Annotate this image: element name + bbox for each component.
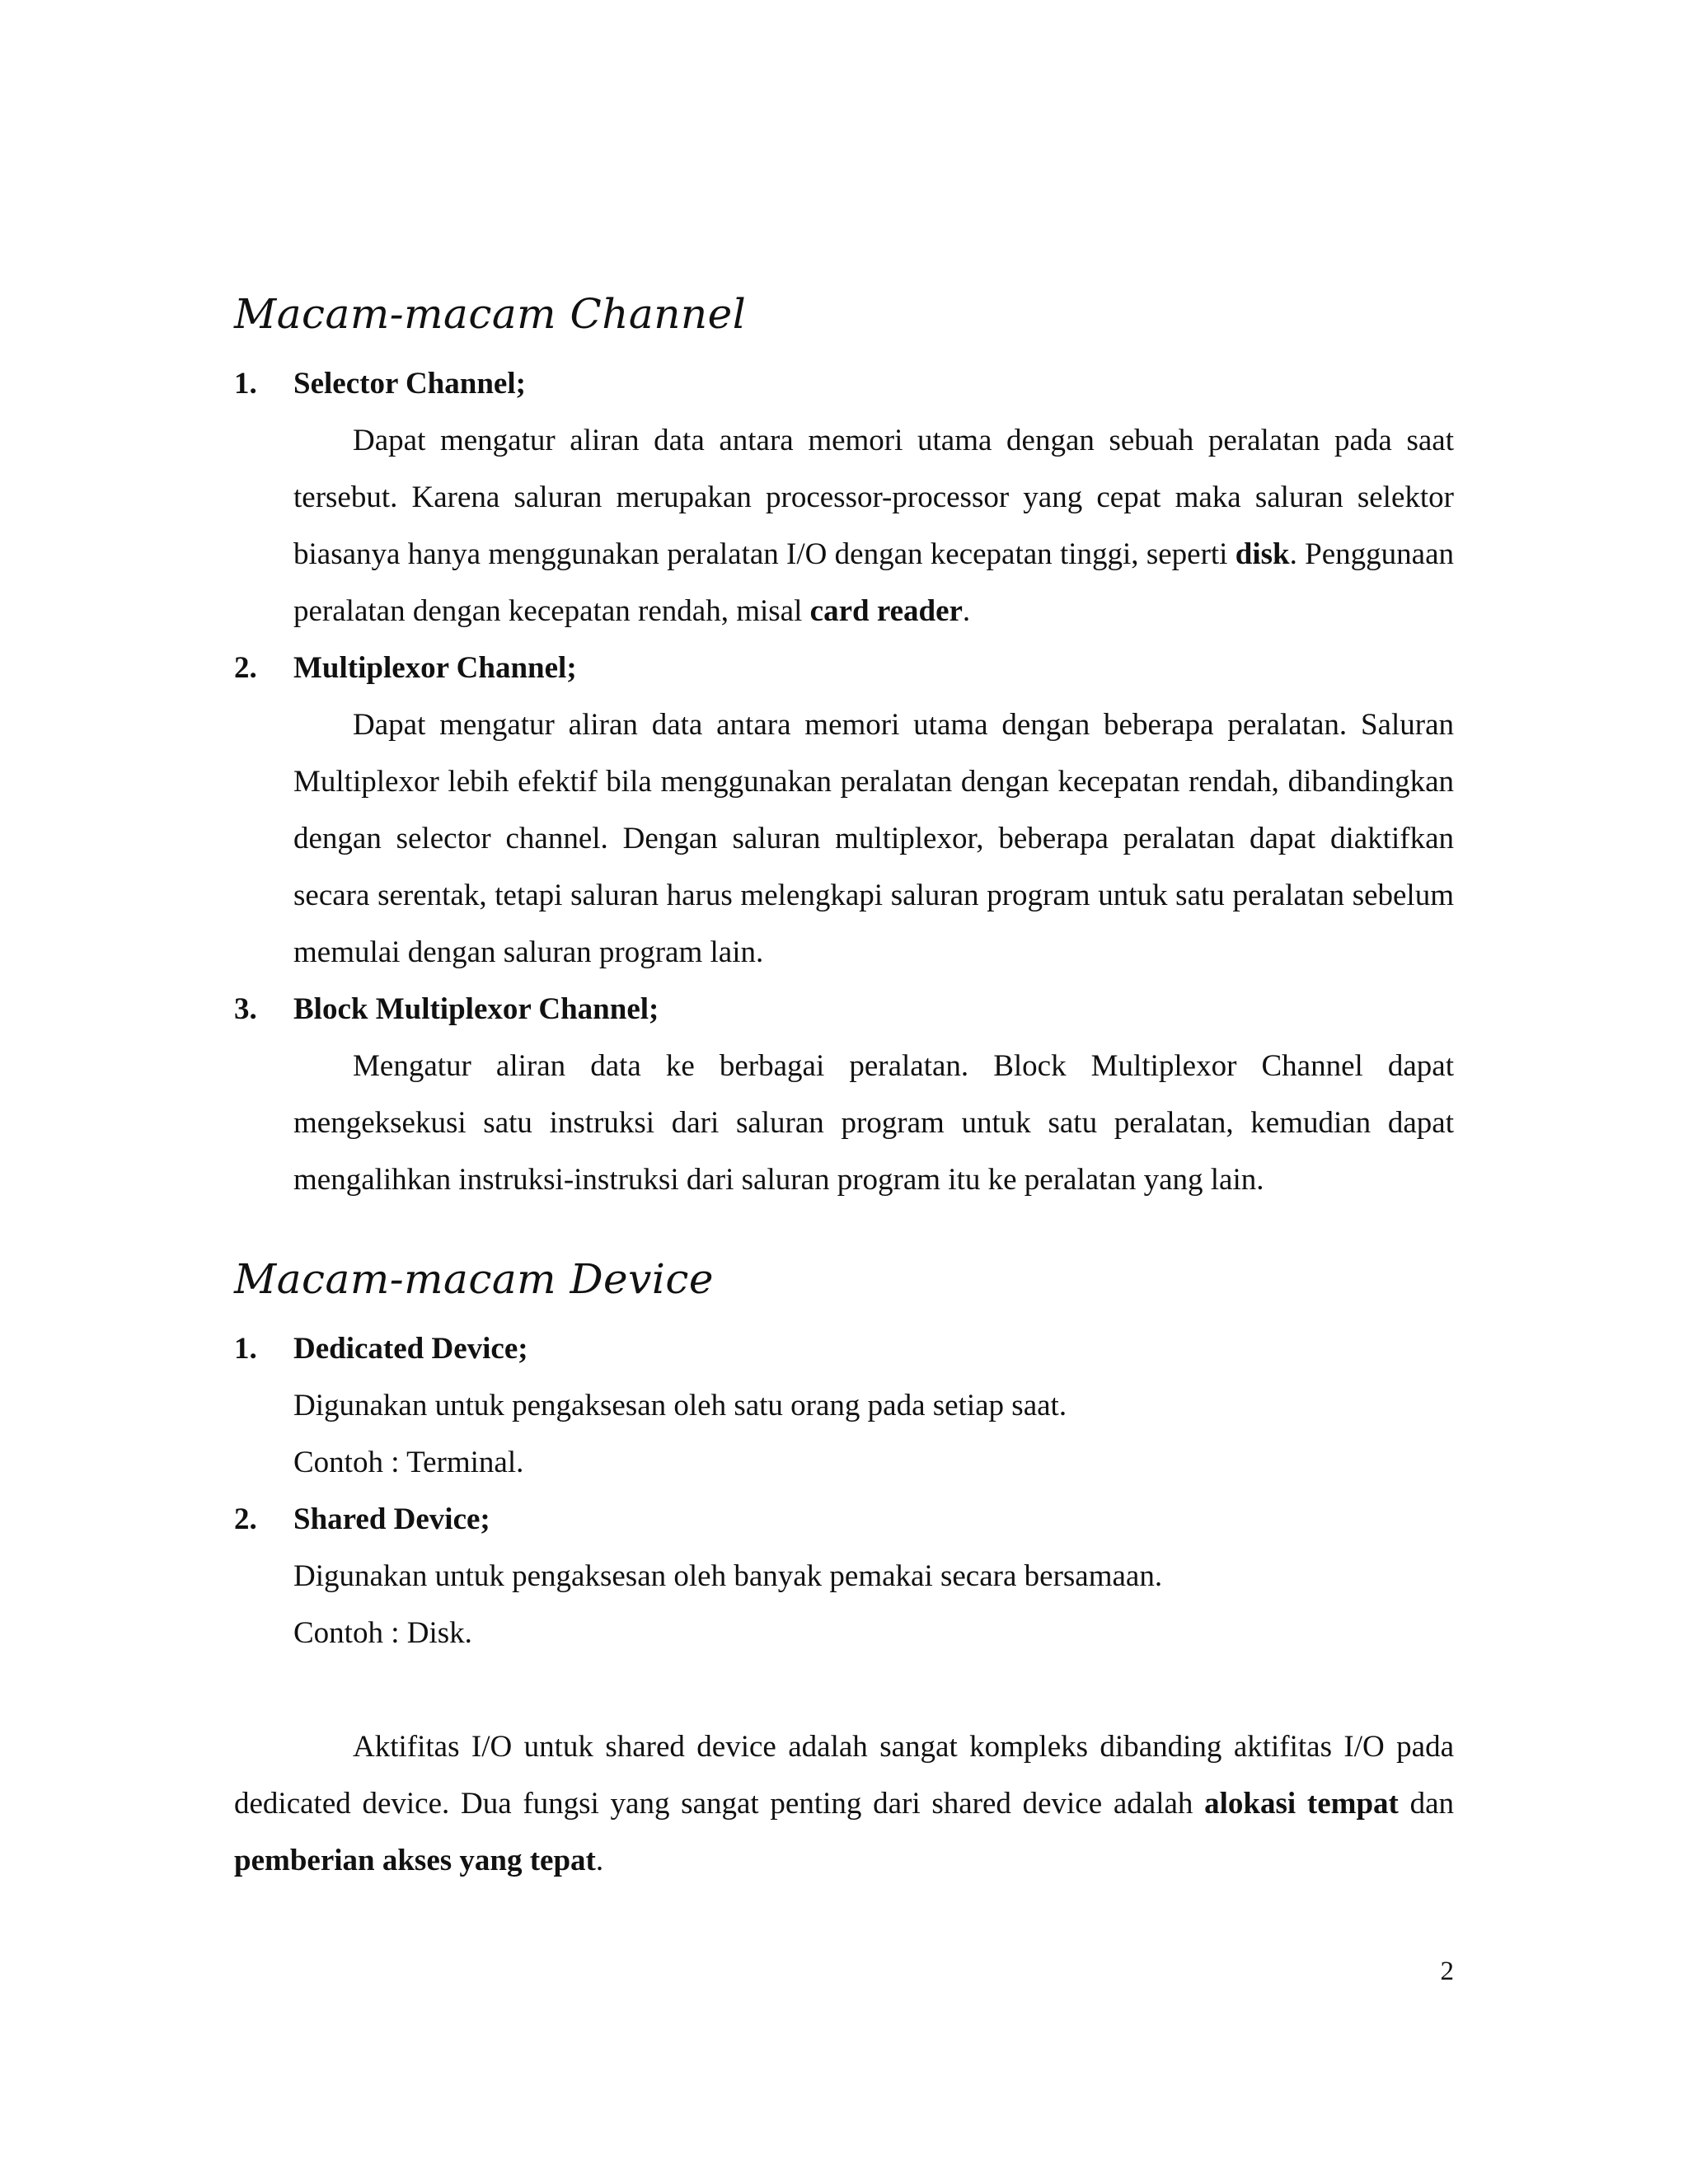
section-title-channels: Macam-macam Channel <box>234 290 747 338</box>
list-item-multiplexor-channel <box>234 640 1454 981</box>
paragraph-text: Dapat mengatur aliran data antara memori utama dengan sebuah peralatan pada saat tersebut. Karena saluran merupakan processor-processor yang cepat maka saluran selektor biasanya hanya menggunakan peralatan I/O dengan kecepatan tinggi, seperti <box>293 424 1454 571</box>
closing-paragraph <box>234 1718 1454 1889</box>
list-item-description: Digunakan untuk pengaksesan oleh banyak pemakai secara bersamaan. <box>293 1559 1163 1593</box>
list-item-selector-channel <box>234 355 1454 640</box>
paragraph-text: . <box>595 1844 604 1877</box>
paragraph-text: . Penggunaan peralatan dengan kecepatan rendah, misal <box>293 537 1454 628</box>
list-item-example: Contoh : Disk. <box>293 1616 472 1650</box>
list-item-heading <box>234 1491 1454 1548</box>
list-item-number: 3. <box>234 992 257 1026</box>
list-item-label: Selector Channel; <box>293 367 526 401</box>
document-page <box>234 284 1454 1919</box>
paragraph-text: dan <box>1398 1787 1454 1821</box>
section-title-devices: Macam-macam Device <box>234 1255 714 1303</box>
list-item-label: Multiplexor Channel; <box>293 651 577 685</box>
list-item-paragraph <box>293 412 1454 640</box>
list-item-paragraph: Mengatur aliran data ke berbagai peralatan. Block Multiplexor Channel dapat mengeksekusi satu instruksi dari saluran program untuk satu peralatan, kemudian dapat mengalihkan instruksi-instruksi dari saluran program itu ke peralatan yang lain. <box>293 1049 1454 1197</box>
bold-term-alokasi-tempat: alokasi tempat <box>1204 1787 1399 1821</box>
list-item-shared-device <box>234 1491 1454 1661</box>
list-item-paragraph: Dapat mengatur aliran data antara memori utama dengan beberapa peralatan. Saluran Multiplexor lebih efektif bila menggunakan peralatan dengan kecepatan rendah, dibandingkan dengan selector channel. Dengan saluran multiplexor, beberapa peralatan dapat diaktifkan secara serentak, tetapi saluran harus melengkapi saluran program untuk satu peralatan sebelum memulai dengan saluran program lain. <box>293 708 1454 969</box>
list-item-description: Digunakan untuk pengaksesan oleh satu orang pada setiap saat. <box>293 1389 1067 1422</box>
list-item-block-multiplexor-channel <box>234 981 1454 1208</box>
list-item-number: 1. <box>234 367 257 401</box>
paragraph-text: Aktifitas I/O untuk shared device adalah sangat kompleks dibanding aktifitas I/O pada dedicated device. Dua fungsi yang sangat penting dari shared device adalah <box>234 1730 1454 1821</box>
list-item-number: 2. <box>234 1502 257 1536</box>
list-item-example: Contoh : Terminal. <box>293 1446 524 1479</box>
list-item-dedicated-device <box>234 1320 1454 1491</box>
list-item-heading <box>234 981 1454 1038</box>
bold-term-disk: disk <box>1235 537 1290 571</box>
bold-term-pemberian-akses: pemberian akses yang tepat <box>234 1844 596 1877</box>
list-item-number: 2. <box>234 651 257 685</box>
list-item-number: 1. <box>234 1332 257 1366</box>
list-item-heading <box>234 640 1454 696</box>
list-item-label: Shared Device; <box>293 1502 490 1536</box>
bold-term-card-reader: card reader <box>809 594 963 628</box>
list-item-heading <box>234 1320 1454 1377</box>
paragraph-text: . <box>962 594 971 628</box>
page-number: 2 <box>1440 1957 1454 1986</box>
list-item-label: Block Multiplexor Channel; <box>293 992 659 1026</box>
list-item-heading <box>234 355 1454 412</box>
list-item-label: Dedicated Device; <box>293 1332 528 1366</box>
